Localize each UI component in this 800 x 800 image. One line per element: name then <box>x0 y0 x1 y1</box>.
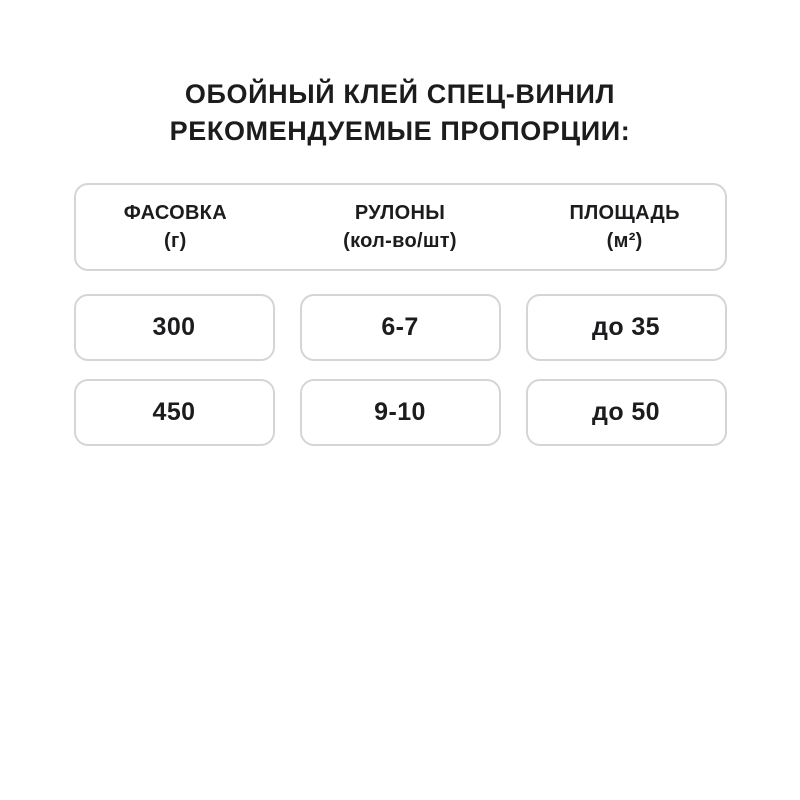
cell-row1-packaging: 300 <box>74 294 275 361</box>
cell-row1-area: до 35 <box>526 294 727 361</box>
column-unit-area: (м²) <box>606 230 643 252</box>
header-cell-area <box>525 199 725 255</box>
cell-row1-rolls: 6-7 <box>300 294 501 361</box>
cell-row2-area: до 50 <box>526 379 727 446</box>
column-label-rolls: РУЛОНЫ <box>354 202 446 224</box>
column-unit-rolls: (кол-во/шт) <box>343 230 457 252</box>
column-unit-packaging: (г) <box>164 230 187 252</box>
cell-row2-rolls: 9-10 <box>300 379 501 446</box>
header-cell-packaging <box>76 199 276 255</box>
infographic-content <box>74 76 727 446</box>
table-header-box <box>74 183 727 271</box>
header-cell-rolls <box>300 199 500 255</box>
title-line-2: РЕКОМЕНДУЕМЫЕ ПРОПОРЦИИ: <box>169 116 631 146</box>
title-line-1: ОБОЙНЫЙ КЛЕЙ СПЕЦ-ВИНИЛ <box>184 79 616 109</box>
table-body <box>74 294 727 446</box>
column-label-area: ПЛОЩАДЬ <box>569 202 680 224</box>
column-label-packaging: ФАСОВКА <box>123 202 227 224</box>
page-title <box>74 76 727 150</box>
cell-row2-packaging: 450 <box>74 379 275 446</box>
